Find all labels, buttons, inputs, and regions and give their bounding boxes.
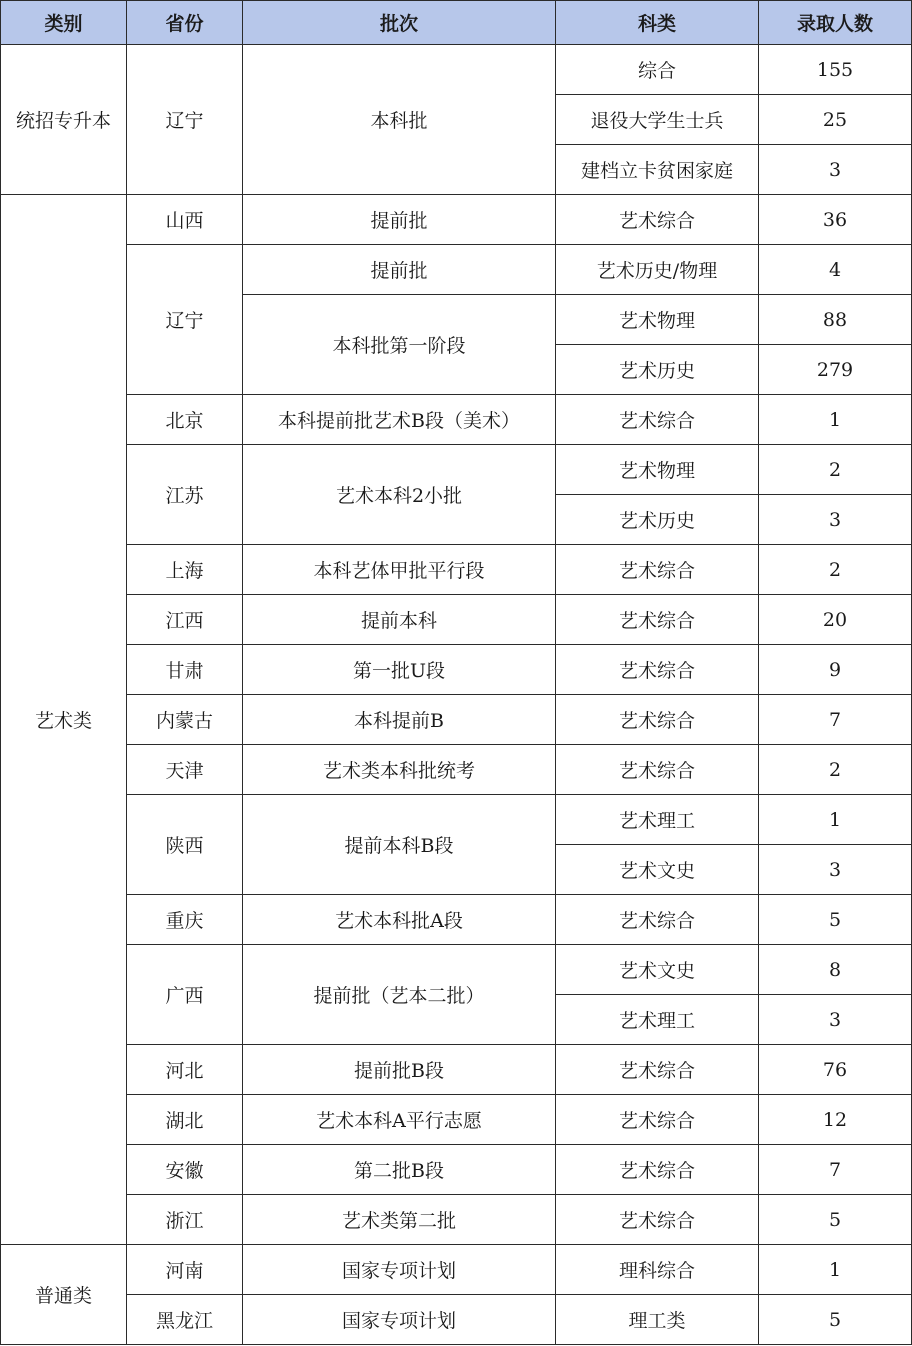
table-row: [1, 1095, 912, 1145]
count-cell: 25: [759, 95, 912, 145]
subject-cell: 艺术历史: [556, 345, 759, 395]
batch-cell: 提前本科B段: [243, 795, 556, 895]
count-cell: 3: [759, 845, 912, 895]
count-cell: 12: [759, 1095, 912, 1145]
province-cell: 河南: [127, 1245, 243, 1295]
batch-cell: 国家专项计划: [243, 1295, 556, 1345]
province-cell: 上海: [127, 545, 243, 595]
table-row: [1, 1245, 912, 1295]
count-cell: 7: [759, 1145, 912, 1195]
count-cell: 2: [759, 745, 912, 795]
count-cell: 1: [759, 395, 912, 445]
batch-cell: 提前本科: [243, 595, 556, 645]
table-row: [1, 545, 912, 595]
count-cell: 5: [759, 1195, 912, 1245]
batch-cell: 本科批: [243, 45, 556, 195]
table-row: [1, 395, 912, 445]
table-row: [1, 1145, 912, 1195]
count-cell: 8: [759, 945, 912, 995]
province-cell: 安徽: [127, 1145, 243, 1195]
table-row: [1, 245, 912, 295]
subject-cell: 艺术综合: [556, 195, 759, 245]
province-cell: 天津: [127, 745, 243, 795]
table-row: [1, 795, 912, 845]
batch-cell: 艺术本科2小批: [243, 445, 556, 545]
province-cell: 河北: [127, 1045, 243, 1095]
count-cell: 3: [759, 495, 912, 545]
table-row: [1, 895, 912, 945]
subject-cell: 艺术文史: [556, 845, 759, 895]
header-province: 省份: [127, 1, 243, 45]
table-row: [1, 1195, 912, 1245]
count-cell: 76: [759, 1045, 912, 1095]
subject-cell: 艺术物理: [556, 295, 759, 345]
subject-cell: 艺术综合: [556, 745, 759, 795]
subject-cell: 艺术综合: [556, 645, 759, 695]
batch-cell: 艺术本科A平行志愿: [243, 1095, 556, 1145]
batch-cell: 第二批B段: [243, 1145, 556, 1195]
subject-cell: 理工类: [556, 1295, 759, 1345]
subject-cell: 综合: [556, 45, 759, 95]
province-cell: 北京: [127, 395, 243, 445]
subject-cell: 艺术文史: [556, 945, 759, 995]
header-count: 录取人数: [759, 1, 912, 45]
count-cell: 2: [759, 545, 912, 595]
subject-cell: 艺术综合: [556, 595, 759, 645]
header-row: [1, 1, 912, 45]
batch-cell: 提前批（艺本二批）: [243, 945, 556, 1045]
batch-cell: 提前批: [243, 195, 556, 245]
batch-cell: 艺术类本科批统考: [243, 745, 556, 795]
table-row: [1, 745, 912, 795]
subject-cell: 建档立卡贫困家庭: [556, 145, 759, 195]
table-row: [1, 945, 912, 995]
table-row: [1, 45, 912, 95]
table-row: [1, 195, 912, 245]
count-cell: 36: [759, 195, 912, 245]
subject-cell: 艺术历史: [556, 495, 759, 545]
subject-cell: 艺术综合: [556, 545, 759, 595]
table-row: [1, 1295, 912, 1345]
batch-cell: 国家专项计划: [243, 1245, 556, 1295]
batch-cell: 提前批: [243, 245, 556, 295]
count-cell: 88: [759, 295, 912, 345]
count-cell: 5: [759, 1295, 912, 1345]
count-cell: 5: [759, 895, 912, 945]
count-cell: 2: [759, 445, 912, 495]
batch-cell: 提前批B段: [243, 1045, 556, 1095]
subject-cell: 艺术综合: [556, 1145, 759, 1195]
subject-cell: 艺术综合: [556, 1195, 759, 1245]
batch-cell: 本科批第一阶段: [243, 295, 556, 395]
province-cell: 辽宁: [127, 245, 243, 395]
count-cell: 20: [759, 595, 912, 645]
batch-cell: 艺术类第二批: [243, 1195, 556, 1245]
count-cell: 3: [759, 145, 912, 195]
subject-cell: 艺术物理: [556, 445, 759, 495]
category-cell: 艺术类: [1, 195, 127, 1245]
count-cell: 1: [759, 795, 912, 845]
province-cell: 黑龙江: [127, 1295, 243, 1345]
table-row: [1, 1045, 912, 1095]
category-cell: 普通类: [1, 1245, 127, 1345]
count-cell: 4: [759, 245, 912, 295]
province-cell: 甘肃: [127, 645, 243, 695]
province-cell: 内蒙古: [127, 695, 243, 745]
count-cell: 1: [759, 1245, 912, 1295]
subject-cell: 艺术综合: [556, 1095, 759, 1145]
subject-cell: 理科综合: [556, 1245, 759, 1295]
province-cell: 广西: [127, 945, 243, 1045]
subject-cell: 艺术综合: [556, 1045, 759, 1095]
province-cell: 辽宁: [127, 45, 243, 195]
subject-cell: 艺术理工: [556, 995, 759, 1045]
count-cell: 3: [759, 995, 912, 1045]
header-category: 类别: [1, 1, 127, 45]
count-cell: 279: [759, 345, 912, 395]
province-cell: 陕西: [127, 795, 243, 895]
province-cell: 江苏: [127, 445, 243, 545]
province-cell: 浙江: [127, 1195, 243, 1245]
batch-cell: 本科提前B: [243, 695, 556, 745]
header-batch: 批次: [243, 1, 556, 45]
province-cell: 重庆: [127, 895, 243, 945]
province-cell: 湖北: [127, 1095, 243, 1145]
subject-cell: 艺术综合: [556, 695, 759, 745]
province-cell: 山西: [127, 195, 243, 245]
table-row: [1, 695, 912, 745]
batch-cell: 本科提前批艺术B段（美术）: [243, 395, 556, 445]
table-row: [1, 595, 912, 645]
header-subject: 科类: [556, 1, 759, 45]
subject-cell: 艺术综合: [556, 395, 759, 445]
batch-cell: 第一批U段: [243, 645, 556, 695]
table-row: [1, 645, 912, 695]
count-cell: 155: [759, 45, 912, 95]
count-cell: 9: [759, 645, 912, 695]
category-cell: 统招专升本: [1, 45, 127, 195]
table-row: [1, 445, 912, 495]
batch-cell: 本科艺体甲批平行段: [243, 545, 556, 595]
subject-cell: 艺术历史/物理: [556, 245, 759, 295]
batch-cell: 艺术本科批A段: [243, 895, 556, 945]
subject-cell: 退役大学生士兵: [556, 95, 759, 145]
count-cell: 7: [759, 695, 912, 745]
subject-cell: 艺术综合: [556, 895, 759, 945]
province-cell: 江西: [127, 595, 243, 645]
subject-cell: 艺术理工: [556, 795, 759, 845]
